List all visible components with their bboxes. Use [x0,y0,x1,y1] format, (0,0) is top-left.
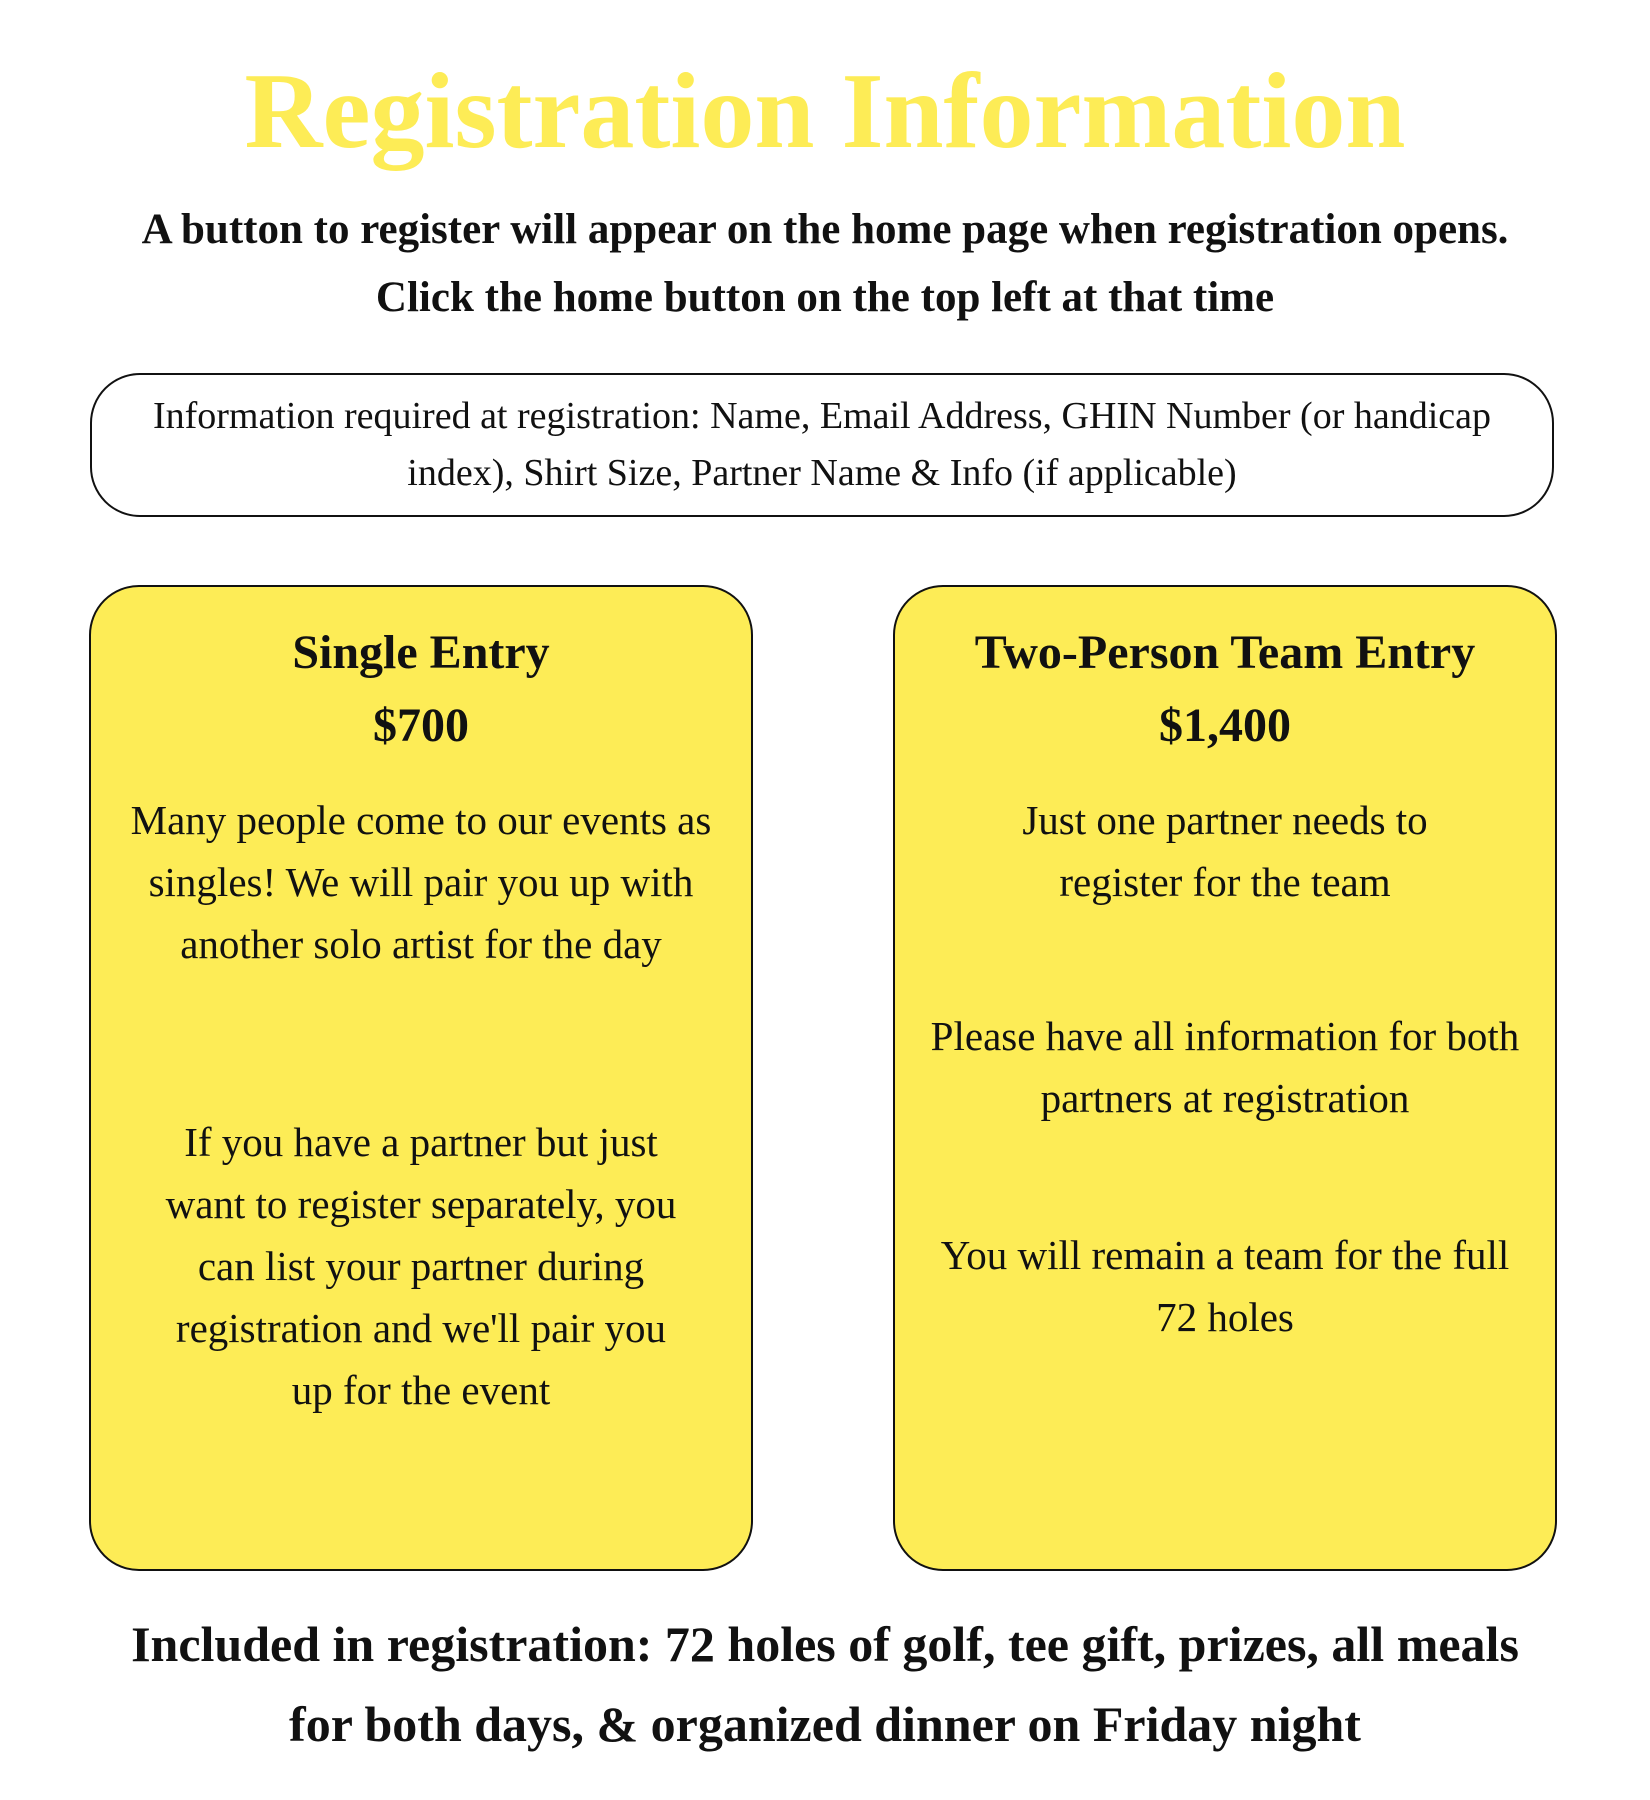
team-entry-info-note: Please have all information for both partners at registration [930,1013,1520,1121]
single-entry-card [89,585,753,1571]
single-entry-title: Single Entry [292,626,550,679]
single-entry-price: $700 [373,699,469,752]
registration-notice-line1: A button to register will appear on the home page when registration opens. [141,206,1509,253]
team-entry-price: $1,400 [1159,699,1291,752]
required-info-text: Information required at registration: Name, Email Address, GHIN Number (or handicap index), Shirt Size, Partner Name & Info (if applicable) [152,395,1492,494]
single-entry-description: Many people come to our events as singles! We will pair you up with another solo artist for the day [130,797,712,967]
team-entry-team-note: You will remain a team for the full 72 holes [940,1232,1510,1340]
included-line1: Included in registration: 72 holes of golf, tee gift, prizes, all meals [131,1616,1519,1672]
team-entry-title: Two-Person Team Entry [974,626,1476,679]
included-line2: for both days, & organized dinner on Friday night [289,1696,1361,1752]
team-entry-card [893,585,1557,1571]
included-in-registration [0,1604,1650,1764]
registration-notice [0,196,1650,332]
team-entry-registration-note: Just one partner needs to register for the team [1022,797,1428,905]
registration-notice-line2: Click the home button on the top left at that time [375,274,1275,321]
single-entry-partner-note: If you have a partner but just want to register separately, you can list your partner during registration and we'll pair you up for the event [165,1119,677,1413]
page-title: Registration Information [244,52,1406,171]
required-info-box [90,373,1554,517]
